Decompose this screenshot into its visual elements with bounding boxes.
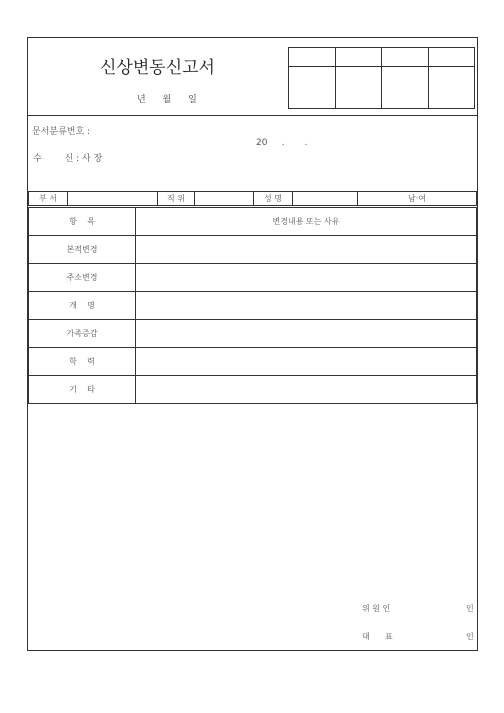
row-label: 기 타 (29, 376, 136, 404)
row-label: 본적변경 (29, 236, 136, 264)
row-label: 주소변경 (29, 264, 136, 292)
representative-seal[interactable]: 인 (466, 632, 474, 641)
approval-header-cell (382, 48, 429, 67)
row-content-field[interactable] (136, 236, 477, 264)
row-content-field[interactable] (136, 348, 477, 376)
dept-field[interactable] (68, 192, 158, 206)
gender-field[interactable]: 남·여 (358, 192, 477, 206)
position-field[interactable] (195, 192, 254, 206)
row-content-field[interactable] (136, 292, 477, 320)
approval-sign-cell[interactable] (289, 67, 336, 109)
approval-sign-cell[interactable] (428, 67, 475, 109)
change-items-table (28, 207, 477, 404)
row-label: 개 명 (29, 292, 136, 320)
representative-label: 대 표 (362, 632, 393, 641)
approval-header-cell (428, 48, 475, 67)
name-field[interactable] (293, 192, 358, 206)
position-label: 직 위 (158, 192, 195, 206)
submit-date[interactable]: 20 . . (256, 138, 308, 148)
approval-header-cell (289, 48, 336, 67)
approval-box (288, 47, 475, 109)
divider-top (27, 115, 478, 116)
committee-label: 위 원 인 (362, 604, 391, 613)
row-content-field[interactable] (136, 376, 477, 404)
approval-header-cell (335, 48, 382, 67)
committee-seal[interactable]: 인 (466, 604, 474, 613)
row-content-field[interactable] (136, 264, 477, 292)
date-label: 년 월 일 (137, 95, 197, 105)
approval-sign-cell[interactable] (382, 67, 429, 109)
name-label: 성 명 (254, 192, 293, 206)
form-title: 신상변동신고서 (100, 58, 215, 78)
recipient-label: 수 신 : 사 장 (33, 154, 103, 164)
item-header: 항 목 (29, 208, 136, 236)
row-content-field[interactable] (136, 320, 477, 348)
doc-number-label: 문서분류번호 : (32, 127, 91, 137)
approval-sign-cell[interactable] (335, 67, 382, 109)
row-label: 학 력 (29, 348, 136, 376)
row-label: 가족증감 (29, 320, 136, 348)
employee-info-row (28, 191, 477, 206)
dept-label: 부 서 (29, 192, 68, 206)
content-header: 변경내용 또는 사유 (136, 208, 477, 236)
